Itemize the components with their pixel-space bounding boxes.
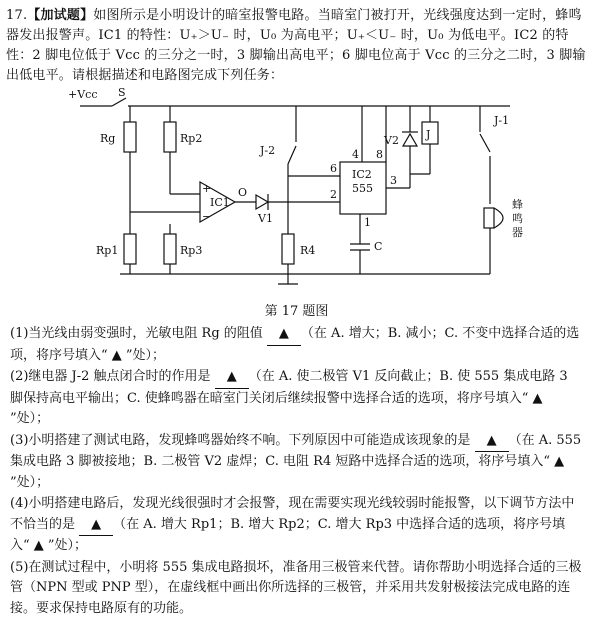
question-number: 17.: [6, 8, 28, 23]
question-intro: [6, 6, 586, 86]
label-j1: J-1: [494, 114, 510, 127]
circuit-diagram: [60, 84, 530, 304]
label-pin2: 2: [330, 188, 337, 201]
label-plus: +: [202, 182, 212, 195]
question-item-5: [10, 558, 584, 620]
label-switch: S: [118, 86, 126, 99]
question-text: (2)继电器 J-2 触点闭合时的作用是: [10, 369, 215, 384]
question-text: (1)当光线由弱变强时，光敏电阻 Rg 的阻值: [10, 326, 267, 341]
label-ic1: IC1: [210, 196, 230, 209]
question-item-4: [10, 494, 584, 557]
answer-blank[interactable]: ▲: [475, 431, 509, 453]
figure-caption: 第 17 题图: [264, 304, 329, 319]
label-ic2-model: 555: [352, 182, 373, 195]
question-item-3: [10, 431, 584, 494]
label-buzzer-2: 鸣: [512, 212, 523, 225]
label-j2: J-2: [260, 144, 276, 157]
question-options: （在 A. 使二极管 V1 反向截止；B. 使 555 集成电路 3 脚保持高电平输出；C. 使蜂鸣器在暗室门关闭后继续报警中选择合适的选项，将序号填入“ ▲ ”处）；: [10, 369, 568, 426]
question-options: （在 A. 增大 Rp1；B. 增大 Rp2；C. 增大 Rp3 中选择合适的选项，将序号填入“ ▲ ”处）；: [10, 516, 566, 553]
label-v1: V1: [258, 212, 273, 225]
answer-blank[interactable]: ▲: [215, 367, 249, 389]
answer-blank[interactable]: ▲: [267, 324, 301, 346]
label-pin4: 4: [352, 148, 359, 161]
label-vcc: +Vcc: [68, 88, 98, 101]
label-pin1: 1: [364, 216, 371, 229]
label-pin6: 6: [330, 162, 337, 175]
question-text: (5)在测试过程中，小明将 555 集成电路损坏，准备用三极管来代替。请你帮助小明选择合适的三极管（NPN 型或 PNP 型），在虚线框中画出你所选择的三极管，并采用共发射极接法完成电路的连接。要求保持电路原有的功能。: [10, 559, 582, 616]
question-tag: 【加试题】: [27, 8, 94, 23]
label-rg: Rg: [100, 132, 116, 145]
label-r4: R4: [300, 244, 316, 257]
label-ic2: IC2: [352, 168, 372, 181]
label-pin8: 8: [376, 148, 383, 161]
question-item-1: [10, 324, 584, 366]
label-j: J: [426, 128, 431, 141]
question-options: （在 A. 555 集成电路 3 脚被接地；B. 二极管 V2 虚焊；C. 电阻 R4 短路中选择合适的选项，将序号填入“ ▲ ”处）；: [10, 432, 582, 490]
label-pin3: 3: [390, 174, 397, 187]
question-text: (4)小明搭建电路后，发现光线很强时才会报警，现在需要实现光线较弱时能报警，以下调节方法中不恰当的是: [10, 496, 575, 532]
label-buzzer-3: 器: [512, 226, 523, 239]
label-rp2: Rp2: [180, 132, 203, 145]
label-minus: −: [202, 210, 212, 223]
label-v2: V2: [384, 134, 399, 147]
label-buzzer-1: 蜂: [512, 198, 523, 211]
question-list: [10, 324, 584, 620]
intro-text: 如图所示是小明设计的暗室报警电路。当暗室门被打开，光线强度达到一定时，蜂鸣器发出报警声。IC1 的特性：U₊＞U₋ 时，U₀ 为高电平；U₊＜U₋ 时，U₀ 为低电平。IC2 的特性：2 脚电位低于 Vcc 的三分之一时，3 脚输出高电平；6 脚电位高于 Vcc 的三分之二时，3 脚输出低电平。请根据描述和电路图完成下列任务：: [6, 8, 586, 83]
label-o: O: [238, 186, 248, 199]
label-c: C: [374, 240, 383, 253]
label-rp3: Rp3: [180, 244, 203, 257]
question-options: （在 A. 增大；B. 减小；C. 不变中选择合适的选项，将序号填入“ ▲ ”处）；: [10, 326, 580, 363]
answer-blank[interactable]: ▲: [79, 515, 113, 537]
label-rp1: Rp1: [96, 244, 119, 257]
question-item-2: [10, 367, 584, 430]
question-text: (3)小明搭建了测试电路，发现蜂鸣器始终不响。下列原因中可能造成该现象的是: [10, 432, 475, 448]
